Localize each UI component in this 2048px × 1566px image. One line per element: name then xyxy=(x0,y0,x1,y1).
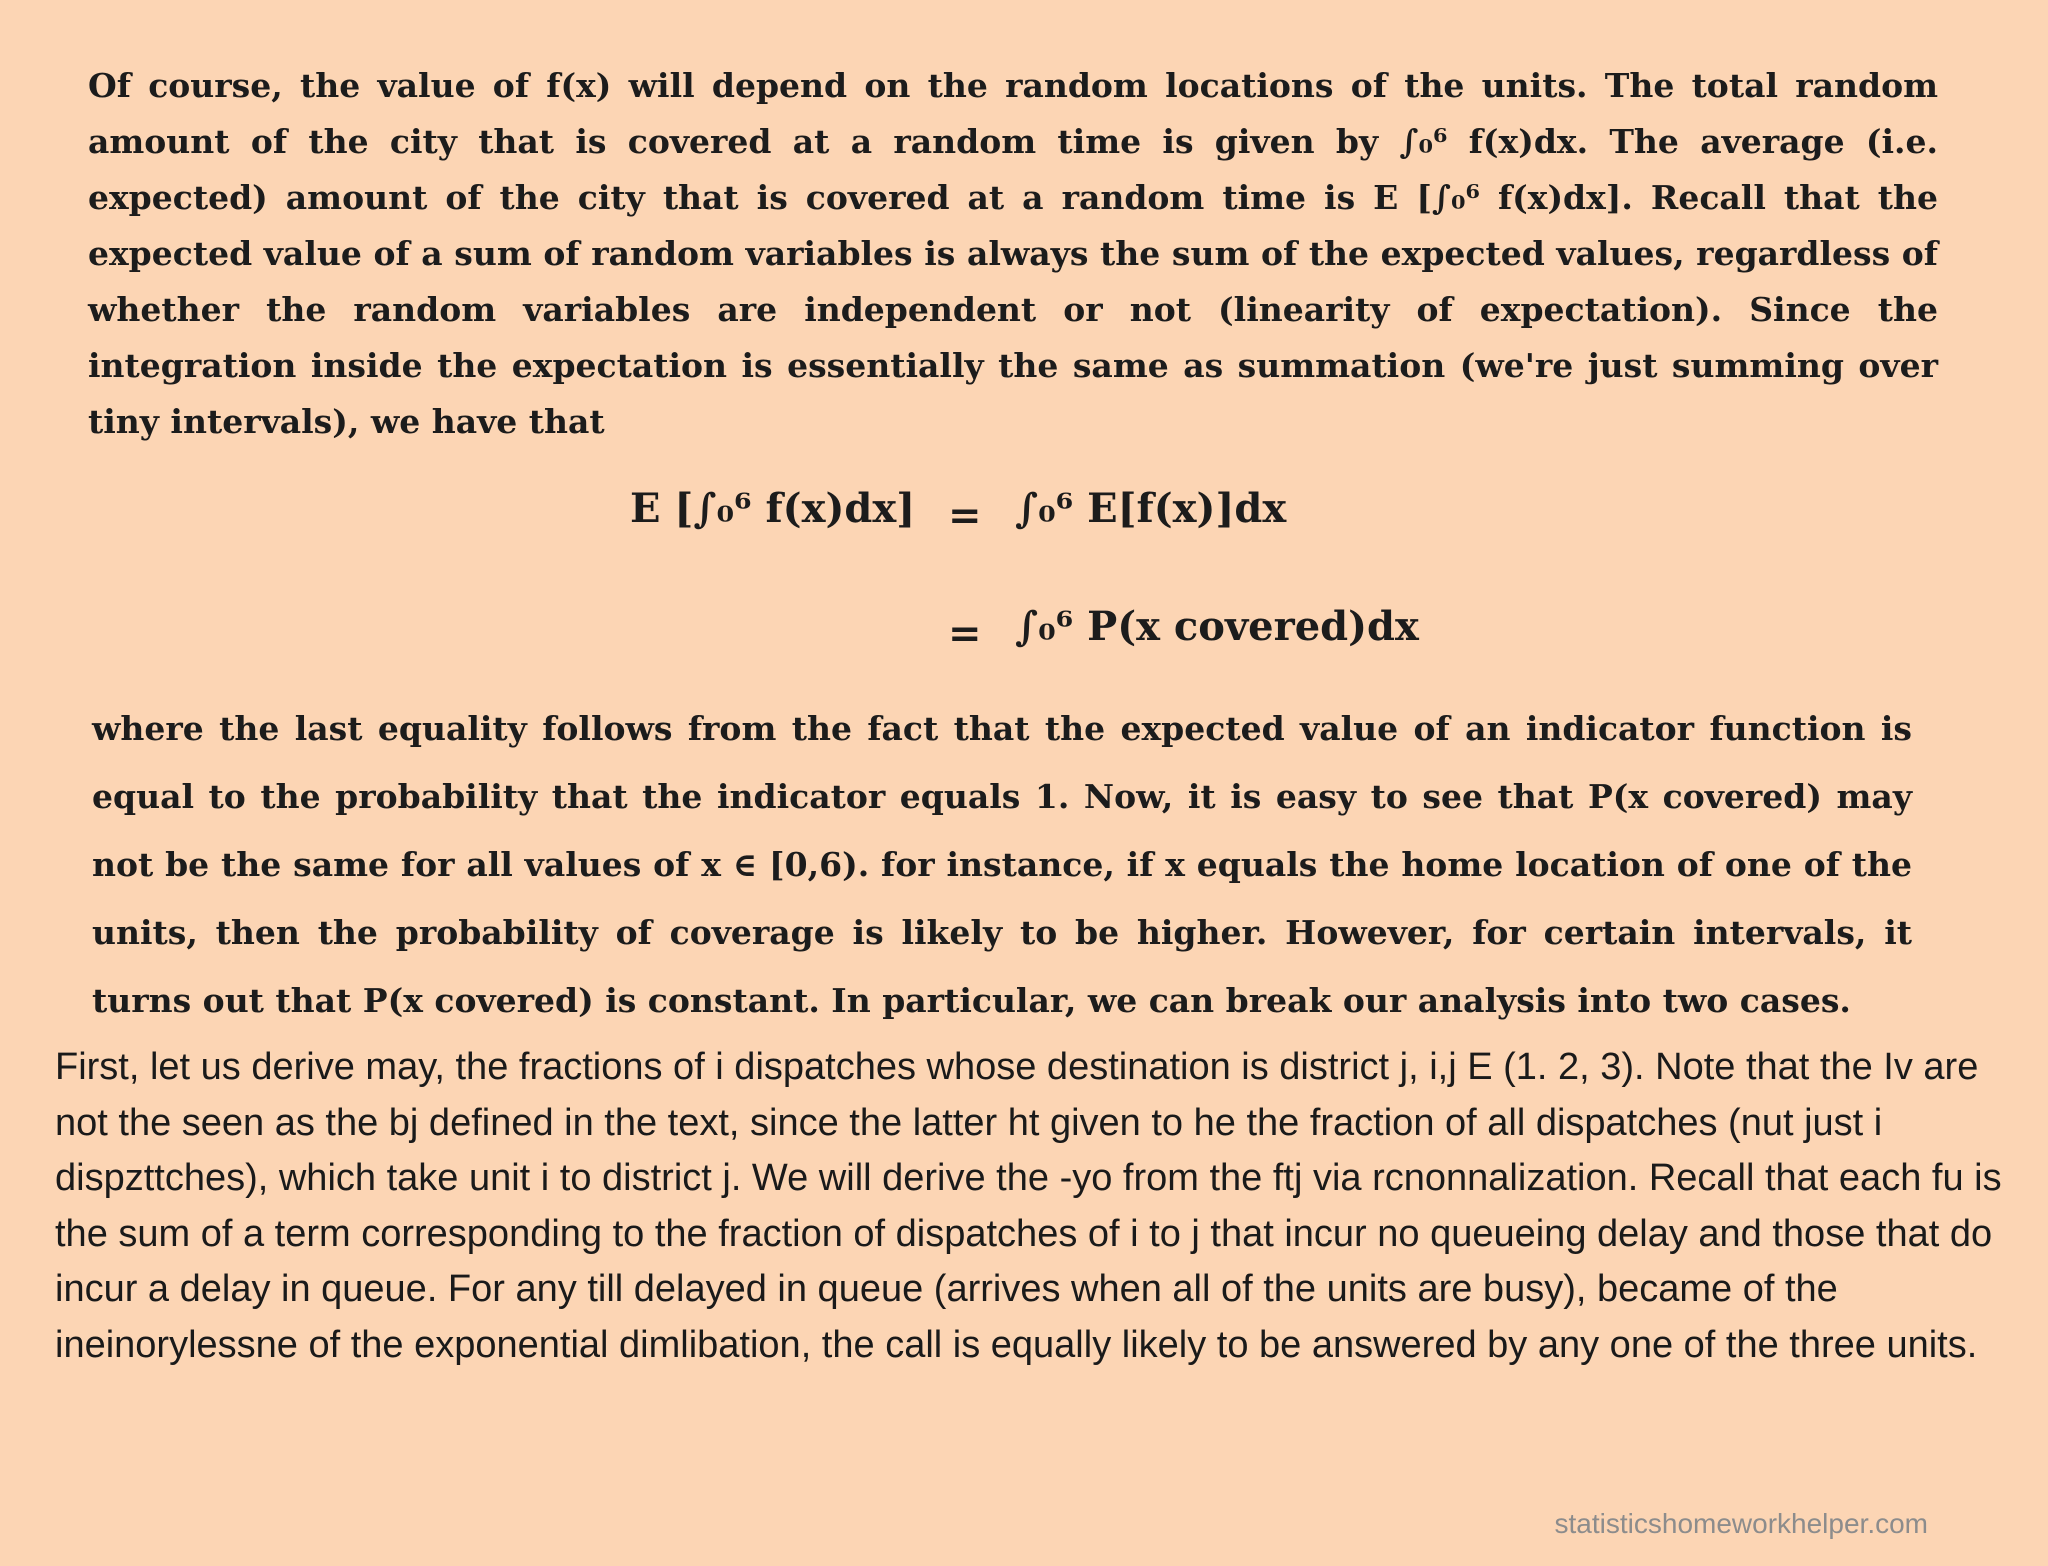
equation-line1-lhs: E [∫₀⁶ f(x)dx] xyxy=(630,485,916,532)
scanned-paragraph-2: where the last equality follows from the fact that the expected value of an indicator function is equal to the probability that the indicator equals 1. Now, it is easy to see that P(x covered) may not be the same for all values of x ∈ [0,6). for instance, if x equals the home location of one of the units, then the probability of coverage is likely to be higher. However, for certain intervals, it turns out that P(x covered) is constant. In particular, we can break our analysis into two cases. xyxy=(92,709,1912,1020)
equation-line1-rhs: ∫₀⁶ E[f(x)]dx xyxy=(1015,485,1287,532)
scanned-paragraph-1: Of course, the value of f(x) will depend on the random locations of the units. The total random amount of the city that is covered at a random time is given by ∫₀⁶ f(x)dx. The average (i.e. expected) amount of the city that is covered at a random time is E [∫₀⁶ f(x)dx]. Recall that the expected value of a sum of random variables is always the sum of the expected values, regardless of whether the random variables are independent or not (linearity of expectation). Since the integration inside the expectation is essentially the same as summation (we're just summing over tiny intervals), we have that xyxy=(88,66,1938,441)
footer-watermark: statisticshomeworkhelper.com xyxy=(1554,1508,1928,1539)
equation-line1-equals: = xyxy=(948,492,982,539)
body-paragraph: First, let us derive may, the fractions of i dispatches whose destination is district j, i,j E (1. 2, 3). Note that the Iv are not the seen as the bj defined in the text, since the latter ht given to he the fraction of all dispatches (nut just i dispzttches), which take unit i to district j. We will derive the -yo from the ftj via rcnonnalization. Recall that each fu is the sum of a term corresponding to the fraction of dispatches of i to j that incur no queueing delay and those that do incur a delay in queue. For any till delayed in queue (arrives when all of the units are busy), became of the ineinorylessne of the exponential dimlibation, the call is equally likely to be answered by any one of the three units. xyxy=(55,1046,2002,1366)
equation-line2-rhs: ∫₀⁶ P(x covered)dx xyxy=(1015,603,1419,650)
equation-line2-equals: = xyxy=(948,610,982,657)
